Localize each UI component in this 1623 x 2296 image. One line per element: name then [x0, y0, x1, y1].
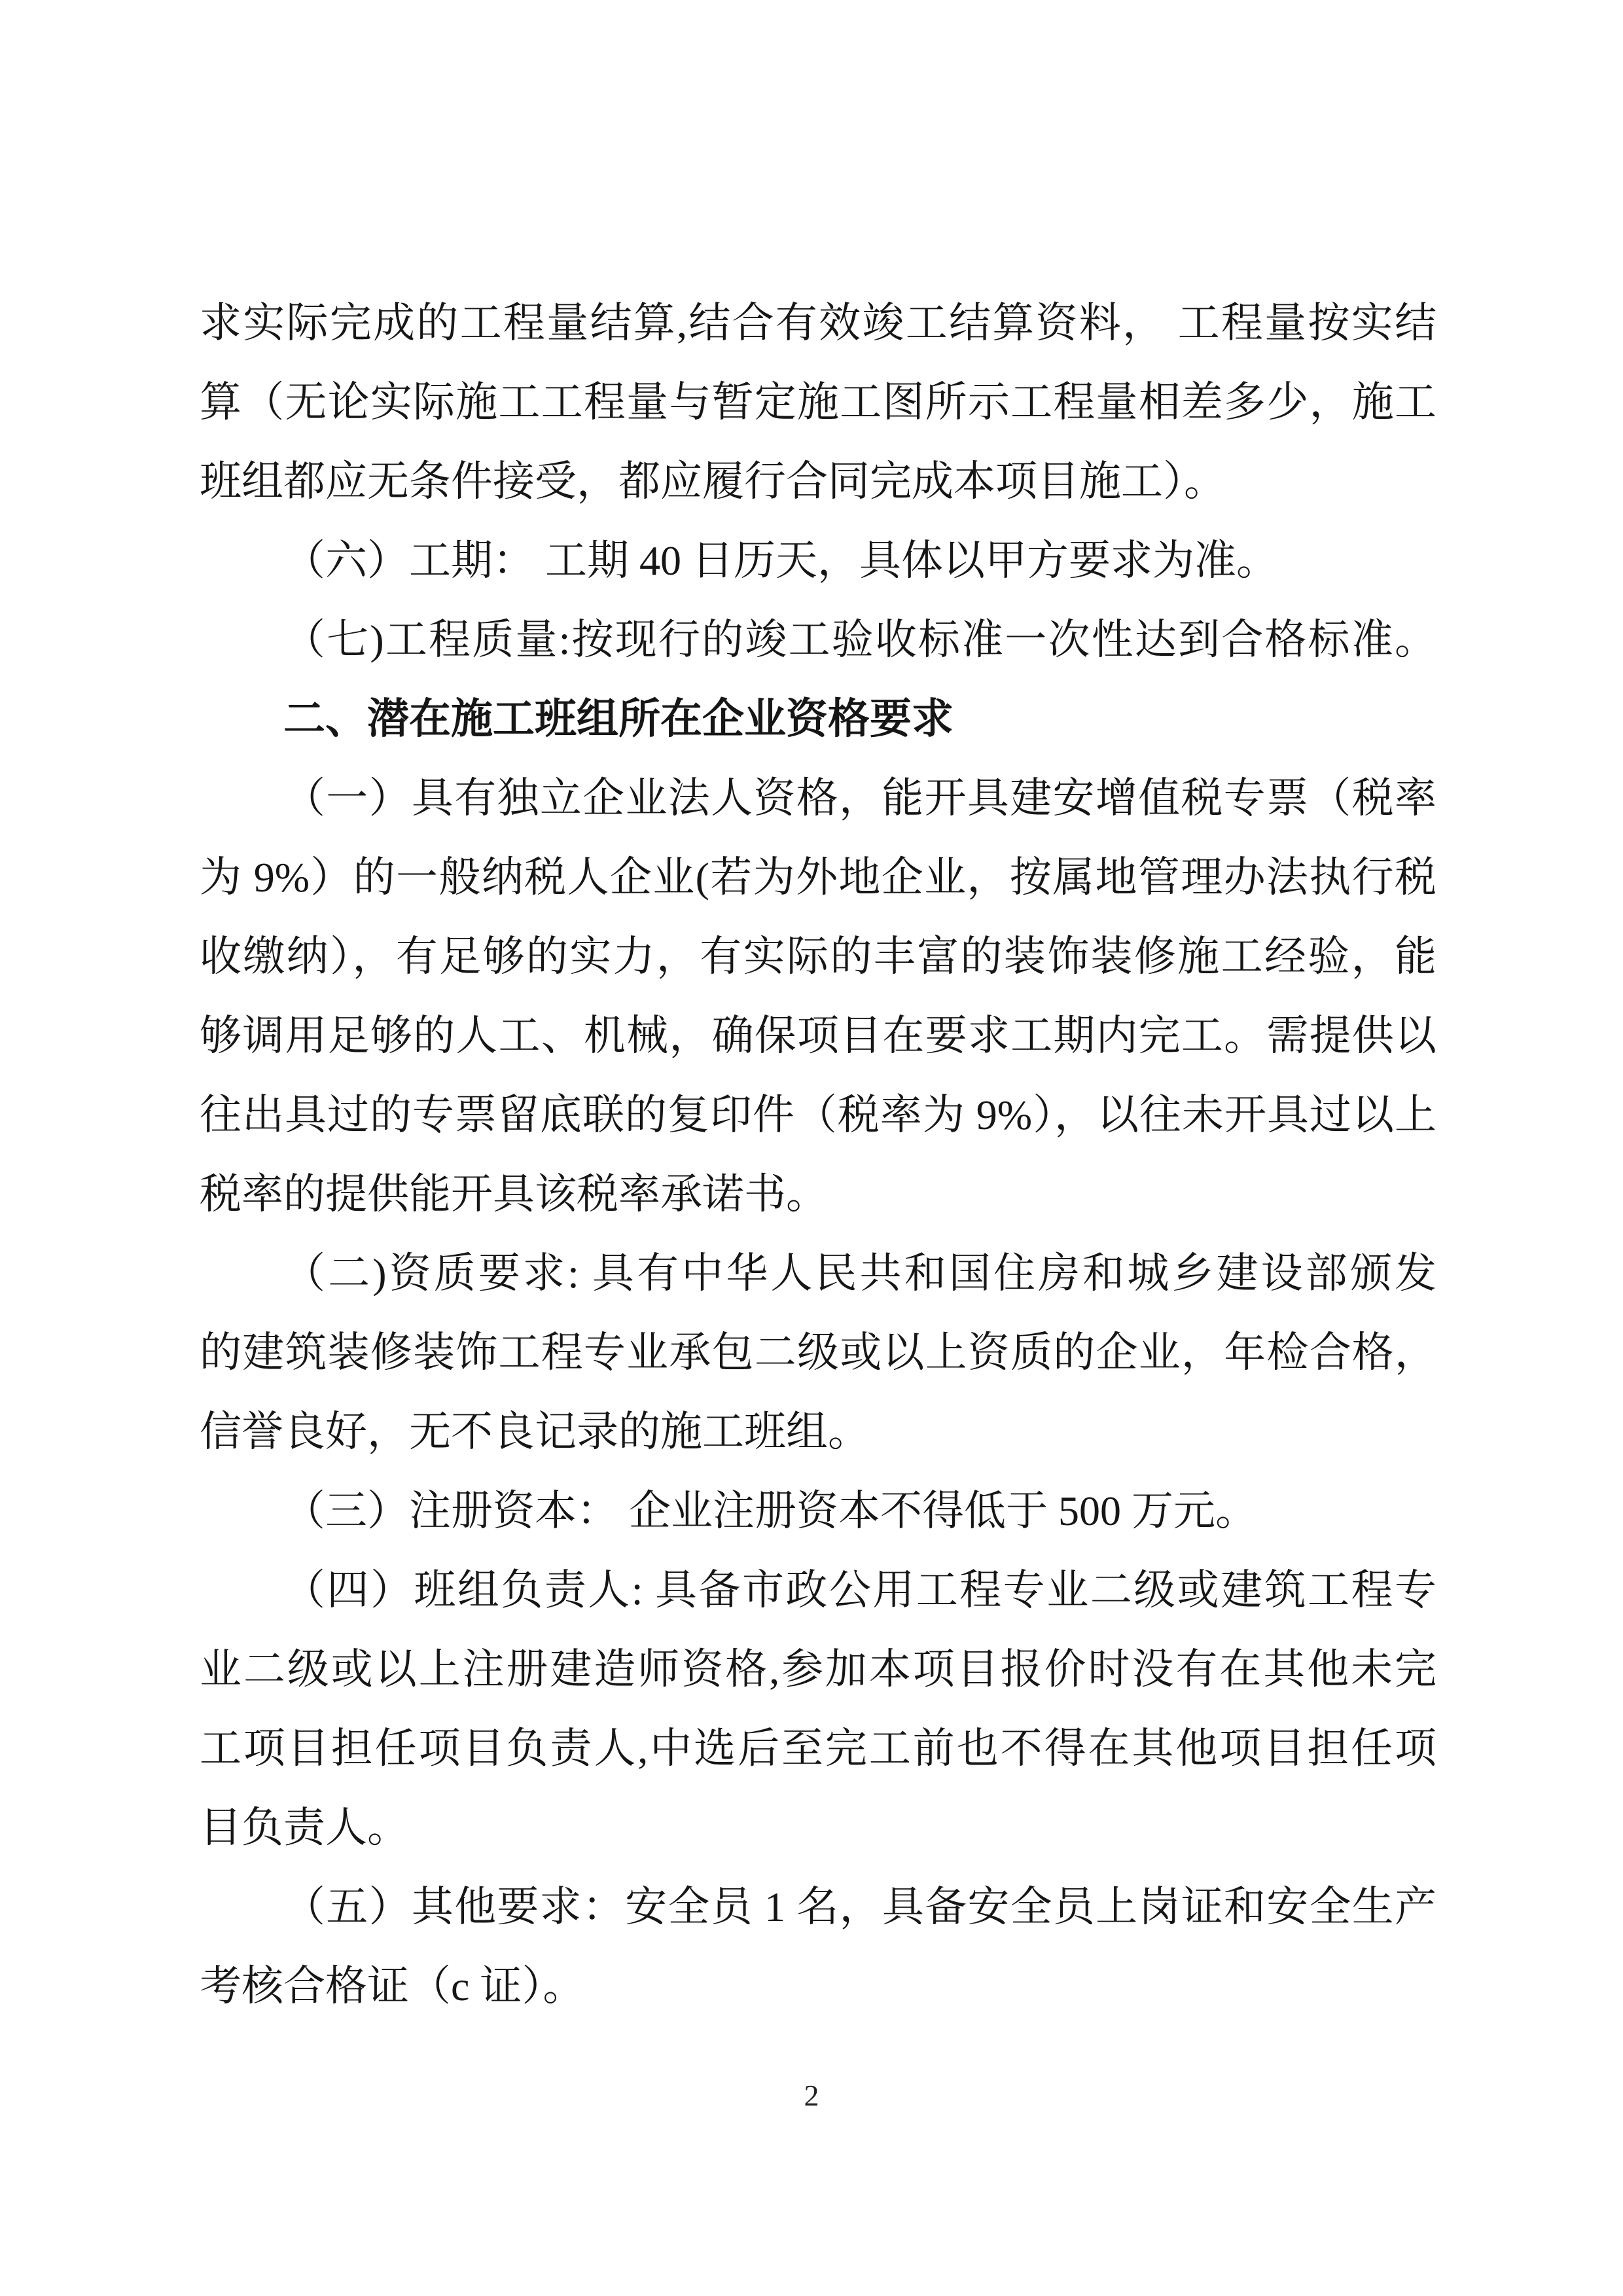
- text-line: 业二级或以上注册建造师资格,参加本项目报价时没有在其他未完: [200, 1646, 1436, 1693]
- text-line: （六）工期： 工期 40 日历天，具体以甲方要求为准。: [283, 537, 1278, 584]
- document-body: [200, 283, 1436, 2026]
- page-number: 2: [804, 2079, 819, 2112]
- text-line: （一）具有独立企业法人资格，能开具建安增值税专票（税率: [283, 775, 1436, 821]
- text-line: 税率的提供能开具该税率承诺书。: [200, 1171, 828, 1217]
- text-line: 工项目担任项目负责人,中选后至完工前也不得在其他项目担任项: [200, 1725, 1436, 1772]
- text-line: 信誉良好，无不良记录的施工班组。: [200, 1408, 870, 1455]
- text-line: （七)工程质量:按现行的竣工验收标准一次性达到合格标准。: [283, 617, 1436, 663]
- text-line: 往出具过的专票留底联的复印件（税率为 9%），以往未开具过以上: [200, 1092, 1436, 1138]
- text-line: 够调用足够的人工、机械，确保项目在要求工期内完工。需提供以: [200, 1013, 1436, 1059]
- text-line: 考核合格证（c 证）。: [200, 1963, 585, 2009]
- text-line: （四）班组负责人: 具备市政公用工程专业二级或建筑工程专: [283, 1567, 1436, 1613]
- text-line: 为 9%）的一般纳税人企业(若为外地企业，按属地管理办法执行税: [200, 854, 1436, 901]
- text-line: 的建筑装修装饰工程专业承包二级或以上资质的企业，年检合格，: [200, 1329, 1436, 1376]
- text-line: （三）注册资本： 企业注册资本不得低于 500 万元。: [283, 1488, 1257, 1534]
- text-line: 算（无论实际施工工程量与暂定施工图所示工程量相差多少，施工: [200, 379, 1436, 425]
- text-line: 收缴纳），有足够的实力，有实际的丰富的装饰装修施工经验，能: [200, 933, 1436, 980]
- text-line: 班组都应无条件接受，都应履行合同完成本项目施工）。: [200, 458, 1226, 505]
- text-line: 求实际完成的工程量结算,结合有效竣工结算资料， 工程量按实结: [200, 300, 1436, 346]
- section-heading: 二、潜在施工班组所在企业资格要求: [283, 695, 954, 742]
- text-line: （五）其他要求：安全员 1 名，具备安全员上岗证和安全生产: [283, 1884, 1436, 1930]
- text-line: （二)资质要求: 具有中华人民共和国住房和城乡建设部颁发: [283, 1250, 1436, 1297]
- text-line: 目负责人。: [200, 1804, 409, 1851]
